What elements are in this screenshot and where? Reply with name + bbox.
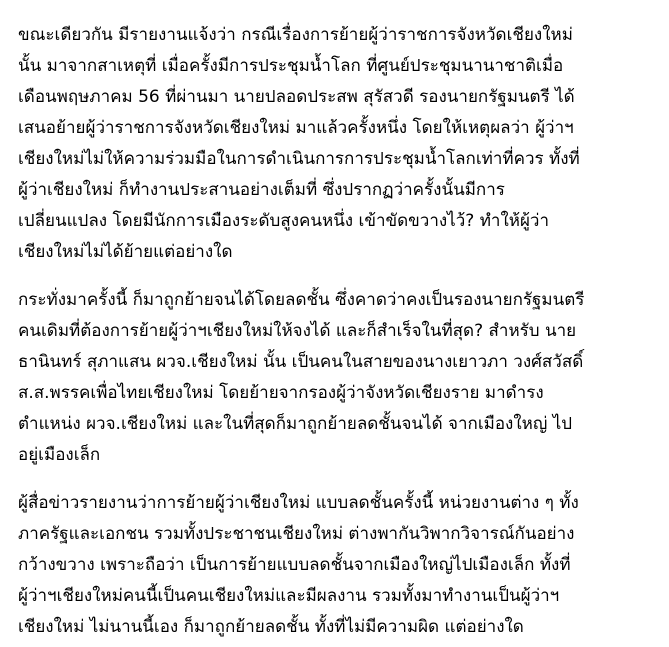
- text-line: ตำแหน่ง ผวจ.เชียงใหม่ และในที่สุดก็มาถูกย้ายลดชั้นจนได้ จากเมืองใหญ่ ไป: [18, 414, 573, 434]
- text-line: นั้น มาจากสาเหตุที่ เมื่อครั้งมีการประชุมน้ำโลก ที่ศูนย์ประชุมนานาชาติเมื่อ: [18, 56, 564, 76]
- text-line: ภาครัฐและเอกชน รวมทั้งประชาชนเชียงใหม่ ต่างพากันวิพากวิจารณ์กันอย่าง: [18, 524, 575, 544]
- text-line: เชียงใหม่ ไม่นานนี้เอง ก็มาถูกย้ายลดชั้น ทั้งที่ไม่มีความผิด แต่อย่างใด: [18, 617, 524, 637]
- text-line: คนเดิมที่ต้องการย้ายผู้ว่าฯเชียงใหม่ให้จงได้ และก็สำเร็จในที่สุด? สำหรับ นาย: [18, 321, 577, 341]
- text-line: ธานินทร์ สุภาแสน ผวจ.เชียงใหม่ นั้น เป็นคนในสายของนางเยาวภา วงศ์สวัสดิ์: [18, 352, 584, 372]
- text-line: กระทั่งมาครั้งนี้ ก็มาถูกย้ายจนได้โดยลดชั้น ซึ่งคาดว่าคงเป็นรองนายกรัฐมนตรี: [18, 290, 585, 310]
- text-line: ผู้ว่าฯเชียงใหม่คนนี้เป็นคนเชียงใหม่และมีผลงาน รวมทั้งมาทำงานเป็นผู้ว่าฯ: [18, 586, 560, 606]
- text-line: เชียงใหม่ไม่ให้ความร่วมมือในการดำเนินการการประชุมน้ำโลกเท่าที่ควร ทั้งที่: [18, 149, 580, 169]
- text-line: เสนอย้ายผู้ว่าราชการจังหวัดเชียงใหม่ มาแล้วครั้งหนึ่ง โดยให้เหตุผลว่า ผู้ว่าฯ: [18, 118, 574, 138]
- text-line: เปลี่ยนแปลง โดยมีนักการเมืองระดับสูงคนหนึ่ง เข้าขัดขวางไว้? ทำให้ผู้ว่า: [18, 211, 550, 231]
- paragraph-2: [18, 285, 658, 471]
- paragraph-3: [18, 488, 658, 643]
- text-line: เดือนพฤษภาคม 56 ที่ผ่านมา นายปลอดประสพ สุรัสวดี รองนายกรัฐมนตรี ได้: [18, 87, 575, 107]
- text-line: ส.ส.พรรคเพื่อไทยเชียงใหม่ โดยย้ายจากรองผู้ว่าจังหวัดเชียงราย มาดำรง: [18, 383, 544, 403]
- text-line: อยู่เมืองเล็ก: [18, 445, 101, 465]
- text-line: ขณะเดียวกัน มีรายงานแจ้งว่า กรณีเรื่องการย้ายผู้ว่าราชการจังหวัดเชียงใหม่: [18, 25, 573, 45]
- text-line: กว้างขวาง เพราะถือว่า เป็นการย้ายแบบลดชั้นจากเมืองใหญ่ไปเมืองเล็ก ทั้งที่: [18, 555, 571, 575]
- text-line: ผู้สื่อข่าวรายงานว่าการย้ายผู้ว่าเชียงใหม่ แบบลดชั้นครั้งนี้ หน่วยงานต่าง ๆ ทั้ง: [18, 493, 579, 513]
- article-body: [18, 20, 658, 643]
- text-line: ผู้ว่าเชียงใหม่ ก็ทำงานประสานอย่างเต็มที่ ซึ่งปรากฏว่าครั้งนั้นมีการ: [18, 180, 505, 200]
- text-line: เชียงใหม่ไม่ได้ย้ายแต่อย่างใด: [18, 242, 233, 262]
- paragraph-1: [18, 20, 658, 268]
